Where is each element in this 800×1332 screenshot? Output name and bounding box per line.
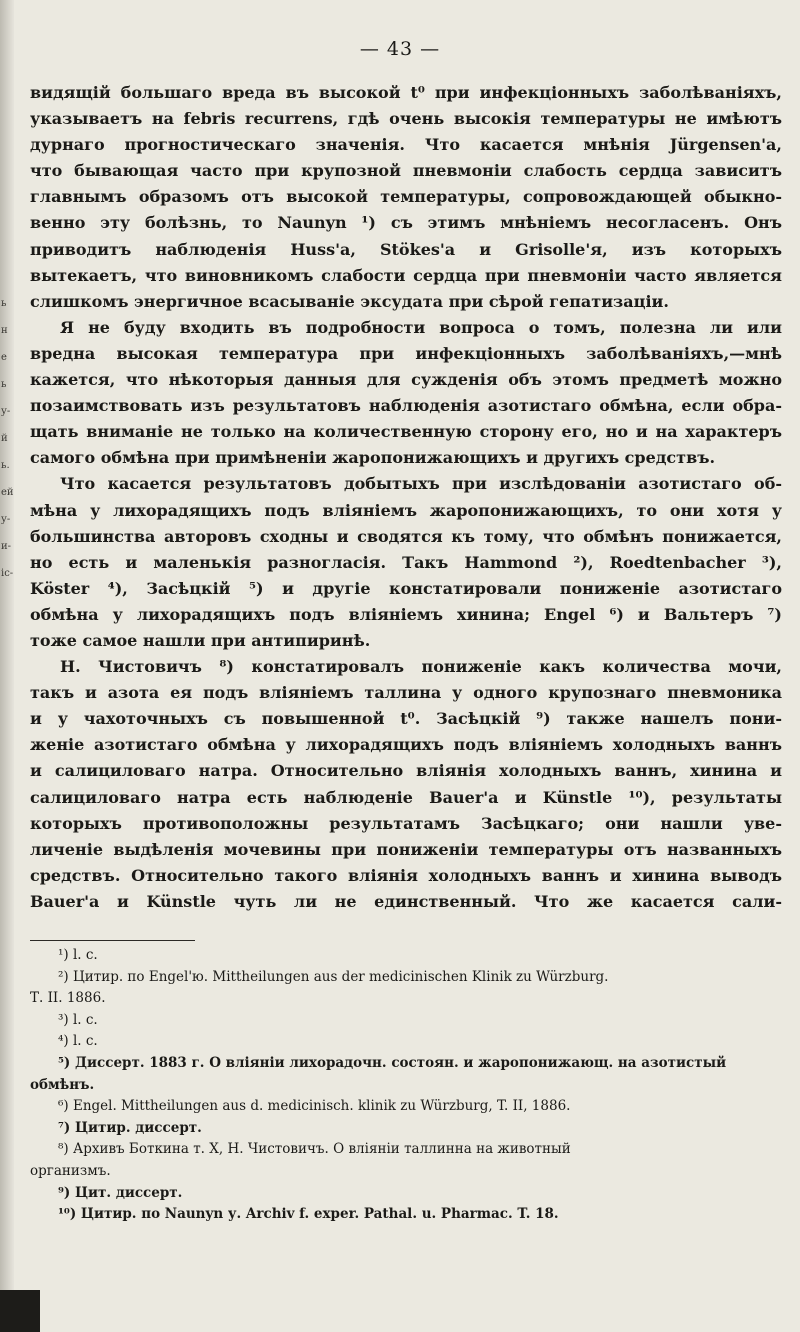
body-line: дурнаго прогностическаго значенія. Что касается мнѣнія Jürgensen'a,: [30, 135, 782, 155]
body-line: что бывающая часто при крупозной пневмоніи слабость сердца зависитъ: [30, 161, 782, 181]
body-line: видящій большаго вреда въ высокой t⁰ при инфекціонныхъ заболѣваніяхъ,: [30, 83, 782, 102]
body-line: приводитъ наблюденія Huss'a, Stökes'a и Grisolle'я, изъ которыхъ: [30, 239, 782, 259]
margin-fragment: ей: [1, 487, 14, 498]
body-line: которыхъ противоположны результатамъ Засѣцкаго; они нашли уве-: [30, 813, 782, 833]
body-line: указываетъ на febris recurrens, гдѣ очень высокія температуры не имѣютъ: [30, 109, 782, 129]
body-line: самого обмѣна при примѣненіи жаропонижающихъ и другихъ средствъ.: [30, 448, 716, 468]
body-line: такъ и азота ея подъ вліяніемъ таллина у одного крупознаго пневмоника: [30, 683, 782, 703]
margin-fragment: е: [1, 352, 7, 363]
body-line: венно эту болѣзнь, то Naunyn ¹) съ этимъ мнѣніемъ несогласенъ. Онъ: [30, 213, 782, 233]
binding-gutter: [0, 0, 14, 1332]
body-line: главнымъ образомъ отъ высокой температуры, сопровождающей обыкно-: [30, 187, 782, 207]
margin-fragment: ь: [1, 298, 7, 309]
body-line: кажется, что нѣкоторыя данныя для сужденія объ этомъ предметѣ можно: [30, 370, 782, 390]
footnote-line: обмѣнъ.: [30, 1076, 95, 1093]
footnote-line: организмъ.: [30, 1162, 111, 1179]
margin-fragment: ь: [1, 379, 7, 390]
body-line: женіе азотистаго обмѣна у лихорадящихъ подъ вліяніемъ холодныхъ ваннъ: [30, 735, 782, 755]
margin-fragment: у-: [1, 406, 11, 417]
margin-fragment: у-: [1, 514, 11, 525]
body-line: большинства авторовъ сходны и сводятся къ тому, что обмѣнъ понижается,: [30, 526, 782, 546]
body-line: позаимствовать изъ результатовъ наблюденія азотистаго обмѣна, если обра-: [30, 396, 782, 416]
body-line: слишкомъ энергичное всасываніе эксудата при сѣрой гепатизаціи.: [30, 291, 669, 311]
body-line: но есть и маленькія разногласія. Такъ Hammond ²), Roedtenbacher ³),: [30, 552, 782, 572]
footnote-line: ⁹) Цит. диссерт.: [58, 1184, 183, 1201]
footnote-line: ⁸) Архивъ Боткина т. X, Н. Чистовичъ. О вліяніи таллинна на животный: [58, 1141, 571, 1158]
margin-fragment: и-: [1, 541, 12, 552]
footnote-divider: [30, 940, 195, 941]
body-text: [30, 80, 782, 915]
body-line: Я не буду входить въ подробности вопроса о томъ, полезна ли или: [60, 317, 782, 337]
body-line: и салициловаго натра. Относительно вліянія холодныхъ ваннъ, хинина и: [30, 761, 782, 781]
body-line: обмѣна у лихорадящихъ подъ вліяніемъ хинина; Engel ⁶) и Вальтеръ ⁷): [30, 604, 782, 624]
binding-shadow: [0, 1290, 40, 1332]
body-line: щать вниманіе не только на количественную сторону его, но и на характеръ: [30, 422, 782, 442]
margin-fragment: й: [1, 433, 8, 444]
body-line: и у чахоточныхъ съ повышенной t⁰. Засѣцкій ⁹) также нашелъ пони-: [30, 709, 782, 729]
margin-fragment: іс-: [1, 568, 14, 579]
body-line: Н. Чистовичъ ⁸) констатировалъ пониженіе какъ количества мочи,: [60, 657, 782, 677]
footnote-line: Т. II. 1886.: [30, 990, 106, 1007]
footnote-line: ⁷) Цитир. диссерт.: [58, 1119, 202, 1136]
footnote-line: ³) l. c.: [58, 1011, 98, 1028]
body-line: вредна высокая температура при инфекціонныхъ заболѣваніяхъ,—мнѣ: [30, 343, 782, 363]
margin-fragment: н: [1, 325, 8, 336]
footnotes: [30, 945, 782, 1226]
footnote-line: ⁵) Диссерт. 1883 г. О вліяніи лихорадочн. состоян. и жаропонижающ. на азотистый: [58, 1054, 727, 1071]
body-line: средствъ. Относительно такого вліянія холодныхъ ваннъ и хинина выводъ: [30, 865, 782, 885]
margin-fragment: ь.: [1, 460, 10, 471]
footnote-line: ¹⁰) Цитир. по Naunyn у. Archiv f. exper. Pathal. u. Pharmac. T. 18.: [58, 1206, 559, 1223]
footnote-line: ¹) l. c.: [58, 947, 98, 963]
footnote-line: ²) Цитир. по Engel'ю. Mittheilungen aus der medicinischen Klinik zu Würzburg.: [58, 968, 609, 985]
body-line: Köster ⁴), Засѣцкій ⁵) и другіе констатировали пониженіе азотистаго: [30, 578, 782, 598]
body-line: личеніе выдѣленія мочевины при пониженіи температуры отъ названныхъ: [30, 839, 782, 859]
body-line: Bauer'a и Künstle чуть ли не единственный. Что же касается сали-: [30, 891, 782, 911]
body-line: тоже самое нашли при антипиринѣ.: [30, 630, 371, 650]
body-line: вытекаетъ, что виновникомъ слабости сердца при пневмоніи часто является: [30, 265, 782, 285]
adjacent-page-fragments: [1, 290, 15, 587]
body-line: салициловаго натра есть наблюденіе Bauer'a и Künstle ¹⁰), результаты: [30, 787, 782, 807]
body-line: мѣна у лихорадящихъ подъ вліяніемъ жаропонижающихъ, то они хотя у: [30, 500, 782, 520]
body-line: Что касается результатовъ добытыхъ при изслѣдованіи азотистаго об-: [60, 474, 782, 494]
footnote-line: ⁶) Engel. Mittheilungen aus d. medicinisch. klinik zu Würzburg, T. II, 1886.: [58, 1098, 571, 1115]
page-number: — 43 —: [359, 38, 441, 60]
footnote-line: ⁴) l. c.: [58, 1033, 98, 1050]
